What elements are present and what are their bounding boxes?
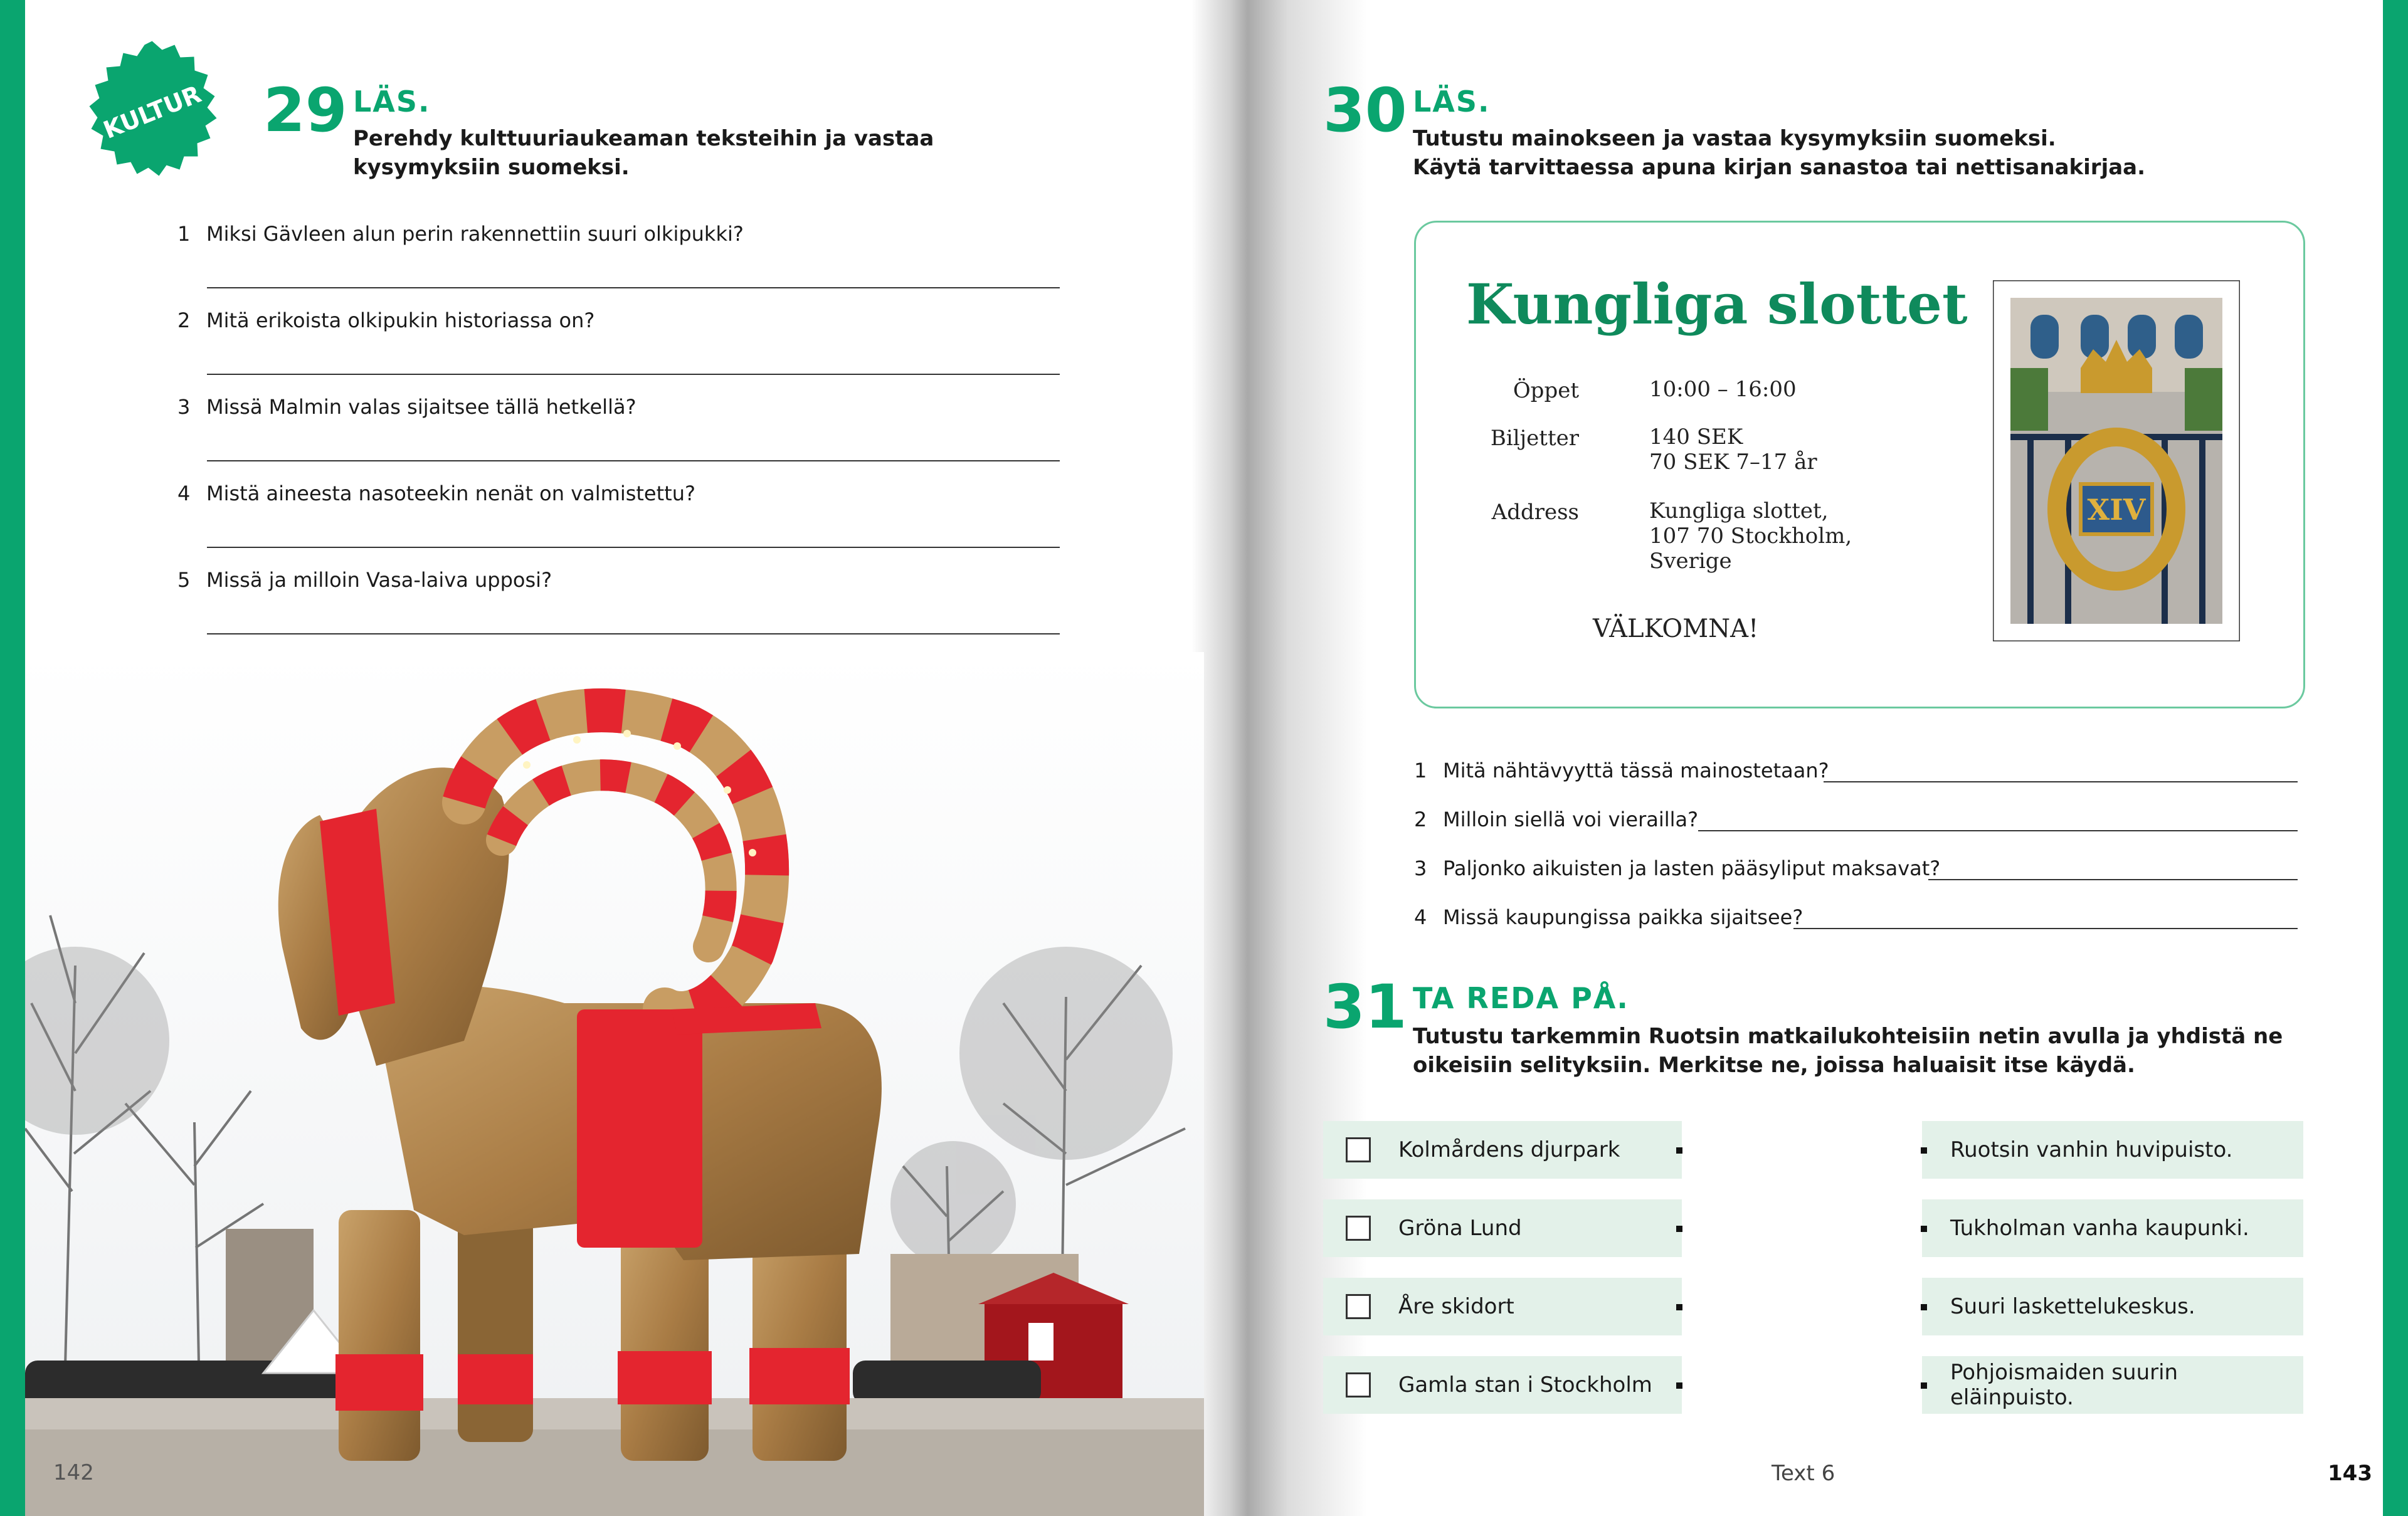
advert-address-line2: 107 70 Stockholm, xyxy=(1649,524,1852,549)
castle-advert xyxy=(1414,221,2305,708)
badge-label: KULTUR xyxy=(99,80,205,144)
checkbox[interactable] xyxy=(1346,1294,1371,1319)
match-dot[interactable] xyxy=(1676,1304,1682,1310)
advert-address-label: Address xyxy=(1491,500,1579,525)
exercise-30-instruction-line2: Käytä tarvittaessa apuna kirjan sanastoa tai nettisanakirjaa. xyxy=(1413,155,2146,180)
place-label: Gröna Lund xyxy=(1398,1216,1522,1241)
exercise-30-title: LÄS. xyxy=(1413,85,1491,118)
question-text: Mitä erikoista olkipukin historiassa on? xyxy=(206,308,595,332)
advert-tickets-value xyxy=(1649,424,1817,475)
exercise-31-instruction-line2: oikeisiin selityksiin. Merkitse ne, joissa haluaisit itse käydä. xyxy=(1413,1053,2135,1078)
place-label: Åre skidort xyxy=(1398,1294,1514,1319)
place-label: Kolmårdens djurpark xyxy=(1398,1137,1620,1162)
question-29-1 xyxy=(177,222,744,246)
match-dot[interactable] xyxy=(1676,1226,1682,1232)
match-description-2[interactable] xyxy=(1922,1199,2303,1257)
answer-line-29-3[interactable] xyxy=(207,460,1060,461)
match-description-4[interactable] xyxy=(1922,1356,2303,1414)
description-label: Ruotsin vanhin huvipuisto. xyxy=(1950,1137,2233,1162)
match-dot[interactable] xyxy=(1921,1147,1927,1154)
description-label: Tukholman vanha kaupunki. xyxy=(1950,1216,2249,1241)
question-29-2 xyxy=(177,308,594,332)
answer-line-30-2[interactable] xyxy=(1698,830,2298,831)
question-29-3 xyxy=(177,395,636,419)
exercise-30-number: 30 xyxy=(1323,75,1407,145)
advert-tickets-line2: 70 SEK 7–17 år xyxy=(1649,450,1817,475)
question-number: 2 xyxy=(177,308,191,332)
question-30-2: 2 Milloin siellä voi vierailla? xyxy=(1414,808,1699,831)
right-page-number: 143 xyxy=(2328,1461,2372,1486)
answer-line-29-1[interactable] xyxy=(207,287,1060,288)
exercise-31-title: TA REDA PÅ. xyxy=(1413,981,1629,1015)
exercise-29-number: 29 xyxy=(263,75,347,145)
footer-chapter: Text 6 xyxy=(1772,1461,1835,1486)
advert-welcome: VÄLKOMNA! xyxy=(1593,614,1759,643)
description-label: Pohjoismaiden suurin eläinpuisto. xyxy=(1950,1360,2178,1410)
question-number: 1 xyxy=(177,222,191,246)
exercise-31-number: 31 xyxy=(1323,972,1407,1042)
question-30-3: 3 Paljonko aikuisten ja lasten pääsyliput maksavat? xyxy=(1414,856,1941,880)
place-label: Gamla stan i Stockholm xyxy=(1398,1372,1652,1398)
advert-tickets-label: Biljetter xyxy=(1490,426,1579,451)
answer-line-29-2[interactable] xyxy=(207,374,1060,375)
advert-title: Kungliga slottet xyxy=(1466,271,1968,337)
left-page-edge xyxy=(0,0,25,1516)
advert-tickets-line1: 140 SEK xyxy=(1649,424,1743,450)
match-description-3[interactable] xyxy=(1922,1278,2303,1335)
match-place-2[interactable] xyxy=(1323,1199,1682,1257)
royal-gate-photo xyxy=(1993,280,2240,641)
left-page-number: 142 xyxy=(53,1460,94,1485)
answer-line-29-4[interactable] xyxy=(207,547,1060,548)
exercise-30-instruction xyxy=(1413,124,2145,182)
advert-open-label: Öppet xyxy=(1513,378,1579,403)
answer-line-30-1[interactable] xyxy=(1824,781,2298,782)
advert-address-line1: Kungliga slottet, xyxy=(1649,498,1829,524)
match-dot[interactable] xyxy=(1921,1304,1927,1310)
question-number: 4 xyxy=(177,482,191,505)
checkbox[interactable] xyxy=(1346,1216,1371,1241)
exercise-29-instruction xyxy=(353,124,934,182)
exercise-29-instruction-line2: kysymyksiin suomeksi. xyxy=(353,155,630,180)
match-place-3[interactable] xyxy=(1323,1278,1682,1335)
match-dot[interactable] xyxy=(1921,1226,1927,1232)
match-place-1[interactable] xyxy=(1323,1121,1682,1179)
gavle-goat-photo xyxy=(25,652,1204,1516)
question-30-1: 1 Mitä nähtävyyttä tässä mainostetaan? xyxy=(1414,759,1829,782)
exercise-31-instruction-line1: Tutustu tarkemmin Ruotsin matkailukohteisiin netin avulla ja yhdistä ne xyxy=(1413,1024,2283,1049)
answer-line-29-5[interactable] xyxy=(207,633,1060,634)
checkbox[interactable] xyxy=(1346,1372,1371,1398)
match-dot[interactable] xyxy=(1921,1382,1927,1389)
advert-address-line3: Sverige xyxy=(1649,549,1732,574)
advert-open-value: 10:00 – 16:00 xyxy=(1649,377,1797,402)
answer-line-30-3[interactable] xyxy=(1928,879,2298,880)
kultur-badge xyxy=(78,38,226,185)
question-text: Mistä aineesta nasoteekin nenät on valmistettu? xyxy=(206,482,695,505)
question-30-4: 4 Missä kaupungissa paikka sijaitsee? xyxy=(1414,905,1803,929)
exercise-29-title: LÄS. xyxy=(353,85,431,118)
question-text: Missä ja milloin Vasa-laiva upposi? xyxy=(206,568,552,592)
match-place-4[interactable] xyxy=(1323,1356,1682,1414)
question-29-4 xyxy=(177,482,695,505)
match-dot[interactable] xyxy=(1676,1147,1682,1154)
right-page-edge xyxy=(2383,0,2408,1516)
exercise-31-instruction xyxy=(1413,1022,2283,1080)
match-description-1[interactable] xyxy=(1922,1121,2303,1179)
match-dot[interactable] xyxy=(1676,1382,1682,1389)
question-number: 3 xyxy=(177,395,191,419)
question-29-5 xyxy=(177,568,552,592)
answer-line-30-4[interactable] xyxy=(1793,928,2298,929)
checkbox[interactable] xyxy=(1346,1137,1371,1162)
gate-monogram: XIV xyxy=(2087,493,2146,527)
question-text: Miksi Gävleen alun perin rakennettiin suuri olkipukki? xyxy=(206,222,744,246)
exercise-29-instruction-line1: Perehdy kulttuuriaukeaman teksteihin ja vastaa xyxy=(353,126,934,151)
exercise-30-instruction-line1: Tutustu mainokseen ja vastaa kysymyksiin suomeksi. xyxy=(1413,126,2056,151)
advert-address-value xyxy=(1649,498,1852,574)
question-number: 5 xyxy=(177,568,191,592)
description-label: Suuri laskettelukeskus. xyxy=(1950,1294,2195,1319)
question-text: Missä Malmin valas sijaitsee tällä hetkellä? xyxy=(206,395,636,419)
